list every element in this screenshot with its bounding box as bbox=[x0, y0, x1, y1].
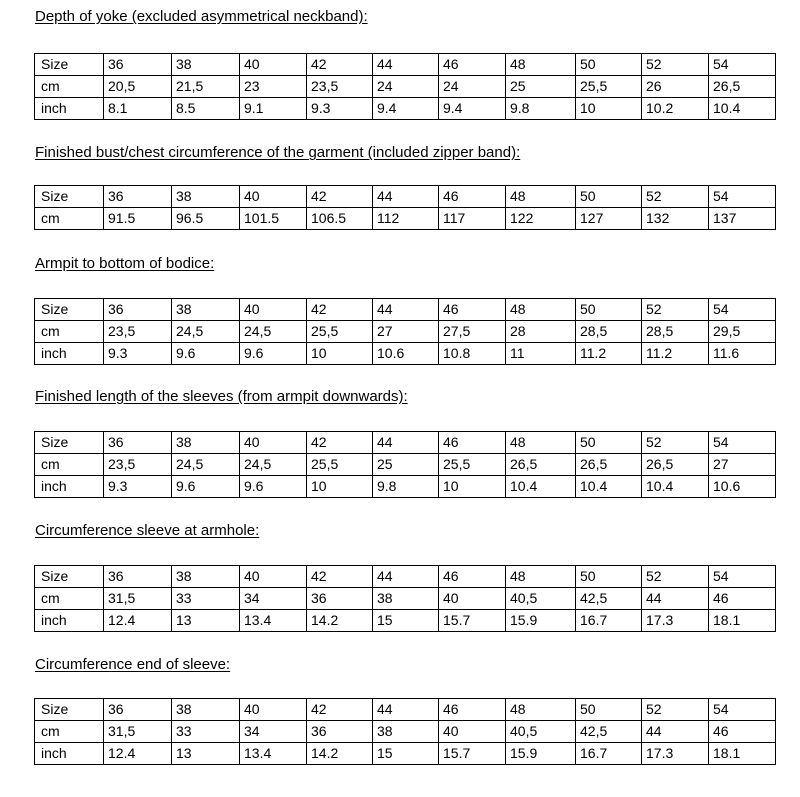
table-row-size bbox=[35, 186, 776, 208]
table-cell: 38 bbox=[172, 432, 240, 454]
row-label: inch bbox=[35, 476, 104, 498]
table-cell: 137 bbox=[709, 208, 776, 230]
table-cell: 122 bbox=[506, 208, 576, 230]
table-cell: 28,5 bbox=[576, 321, 642, 343]
table-cell: 46 bbox=[439, 699, 506, 721]
table-cell: 52 bbox=[642, 54, 709, 76]
table-row-cm bbox=[35, 321, 776, 343]
table-cell: 44 bbox=[373, 566, 439, 588]
table-cell: 26,5 bbox=[576, 454, 642, 476]
table-cell: 10.2 bbox=[642, 98, 709, 120]
row-label: Size bbox=[35, 432, 104, 454]
size-table-sleeve-length bbox=[34, 431, 776, 498]
table-cell: 48 bbox=[506, 54, 576, 76]
table-row-cm bbox=[35, 208, 776, 230]
table-cell: 96.5 bbox=[172, 208, 240, 230]
section-title-yoke-depth: Depth of yoke (excluded asymmetrical neckband): bbox=[35, 8, 368, 25]
table-cell: 25,5 bbox=[439, 454, 506, 476]
table-cell: 23,5 bbox=[307, 76, 373, 98]
table-cell: 18.1 bbox=[709, 610, 776, 632]
table-cell: 44 bbox=[373, 699, 439, 721]
table-cell: 24,5 bbox=[240, 454, 307, 476]
table-cell: 36 bbox=[104, 699, 172, 721]
row-label: Size bbox=[35, 299, 104, 321]
table-cell: 9.3 bbox=[104, 476, 172, 498]
table-cell: 21,5 bbox=[172, 76, 240, 98]
table-cell: 50 bbox=[576, 299, 642, 321]
size-table-sleeve-end bbox=[34, 698, 776, 765]
table-cell: 54 bbox=[709, 54, 776, 76]
table-cell: 24 bbox=[373, 76, 439, 98]
table-cell: 31,5 bbox=[104, 721, 172, 743]
row-label: cm bbox=[35, 208, 104, 230]
size-table-sleeve-armhole bbox=[34, 565, 776, 632]
row-label: inch bbox=[35, 98, 104, 120]
table-cell: 13 bbox=[172, 743, 240, 765]
table-cell: 42 bbox=[307, 186, 373, 208]
table-cell: 48 bbox=[506, 566, 576, 588]
row-label: Size bbox=[35, 186, 104, 208]
row-label: cm bbox=[35, 454, 104, 476]
table-cell: 42,5 bbox=[576, 588, 642, 610]
table-cell: 24,5 bbox=[240, 321, 307, 343]
table-cell: 10.6 bbox=[709, 476, 776, 498]
table-cell: 10 bbox=[439, 476, 506, 498]
table-cell: 101.5 bbox=[240, 208, 307, 230]
table-cell: 36 bbox=[104, 566, 172, 588]
table-cell: 54 bbox=[709, 566, 776, 588]
table-row-size bbox=[35, 699, 776, 721]
table-cell: 52 bbox=[642, 432, 709, 454]
table-cell: 10.6 bbox=[373, 343, 439, 365]
table-cell: 40 bbox=[439, 721, 506, 743]
table-cell: 40 bbox=[240, 186, 307, 208]
table-cell: 40 bbox=[240, 432, 307, 454]
table-cell: 106.5 bbox=[307, 208, 373, 230]
table-cell: 13 bbox=[172, 610, 240, 632]
table-cell: 42 bbox=[307, 432, 373, 454]
table-cell: 10 bbox=[576, 98, 642, 120]
row-label: cm bbox=[35, 321, 104, 343]
table-cell: 14.2 bbox=[307, 743, 373, 765]
row-label: cm bbox=[35, 76, 104, 98]
table-cell: 40,5 bbox=[506, 588, 576, 610]
table-cell: 48 bbox=[506, 186, 576, 208]
table-cell: 44 bbox=[373, 54, 439, 76]
table-cell: 24,5 bbox=[172, 454, 240, 476]
table-cell: 12.4 bbox=[104, 743, 172, 765]
table-cell: 10.8 bbox=[439, 343, 506, 365]
table-cell: 52 bbox=[642, 699, 709, 721]
table-cell: 26,5 bbox=[709, 76, 776, 98]
table-cell: 15 bbox=[373, 743, 439, 765]
table-row-size bbox=[35, 566, 776, 588]
table-cell: 46 bbox=[439, 186, 506, 208]
table-cell: 25 bbox=[373, 454, 439, 476]
table-cell: 38 bbox=[172, 54, 240, 76]
table-cell: 17.3 bbox=[642, 610, 709, 632]
table-cell: 132 bbox=[642, 208, 709, 230]
table-cell: 44 bbox=[642, 588, 709, 610]
section-title-sleeve-length: Finished length of the sleeves (from armpit downwards): bbox=[35, 388, 408, 405]
table-cell: 50 bbox=[576, 566, 642, 588]
table-cell: 26 bbox=[642, 76, 709, 98]
row-label: Size bbox=[35, 54, 104, 76]
table-cell: 48 bbox=[506, 699, 576, 721]
row-label: cm bbox=[35, 721, 104, 743]
section-title-sleeve-end: Circumference end of sleeve: bbox=[35, 656, 231, 673]
table-cell: 38 bbox=[172, 566, 240, 588]
table-cell: 16.7 bbox=[576, 743, 642, 765]
table-cell: 28,5 bbox=[642, 321, 709, 343]
row-label: inch bbox=[35, 610, 104, 632]
table-cell: 15 bbox=[373, 610, 439, 632]
table-cell: 54 bbox=[709, 299, 776, 321]
size-table-bust-circumference bbox=[34, 185, 776, 230]
table-cell: 9.6 bbox=[240, 343, 307, 365]
table-cell: 25,5 bbox=[576, 76, 642, 98]
table-cell: 36 bbox=[104, 186, 172, 208]
table-cell: 46 bbox=[709, 588, 776, 610]
table-cell: 24,5 bbox=[172, 321, 240, 343]
row-label: cm bbox=[35, 588, 104, 610]
table-cell: 36 bbox=[307, 588, 373, 610]
table-row-inch bbox=[35, 743, 776, 765]
table-cell: 44 bbox=[642, 721, 709, 743]
table-cell: 8.5 bbox=[172, 98, 240, 120]
table-cell: 44 bbox=[373, 186, 439, 208]
table-cell: 9.4 bbox=[439, 98, 506, 120]
table-cell: 14.2 bbox=[307, 610, 373, 632]
table-cell: 36 bbox=[307, 721, 373, 743]
table-cell: 44 bbox=[373, 432, 439, 454]
table-row-size bbox=[35, 54, 776, 76]
table-cell: 117 bbox=[439, 208, 506, 230]
table-cell: 46 bbox=[439, 566, 506, 588]
table-cell: 9.3 bbox=[307, 98, 373, 120]
table-cell: 48 bbox=[506, 432, 576, 454]
table-cell: 24 bbox=[439, 76, 506, 98]
table-row-cm bbox=[35, 721, 776, 743]
table-cell: 36 bbox=[104, 432, 172, 454]
table-row-inch bbox=[35, 610, 776, 632]
table-cell: 27 bbox=[373, 321, 439, 343]
table-cell: 54 bbox=[709, 699, 776, 721]
table-row-cm bbox=[35, 588, 776, 610]
table-cell: 25,5 bbox=[307, 321, 373, 343]
table-cell: 10.4 bbox=[576, 476, 642, 498]
table-cell: 9.4 bbox=[373, 98, 439, 120]
table-cell: 23,5 bbox=[104, 454, 172, 476]
table-cell: 9.6 bbox=[172, 343, 240, 365]
table-cell: 42 bbox=[307, 299, 373, 321]
size-table-armpit-to-bottom bbox=[34, 298, 776, 365]
table-cell: 36 bbox=[104, 54, 172, 76]
table-cell: 46 bbox=[439, 299, 506, 321]
table-cell: 40 bbox=[240, 54, 307, 76]
table-cell: 9.6 bbox=[240, 476, 307, 498]
table-row-inch bbox=[35, 476, 776, 498]
table-cell: 10 bbox=[307, 343, 373, 365]
table-cell: 27 bbox=[709, 454, 776, 476]
table-cell: 38 bbox=[172, 699, 240, 721]
table-cell: 42 bbox=[307, 699, 373, 721]
table-cell: 38 bbox=[373, 588, 439, 610]
table-cell: 40 bbox=[240, 699, 307, 721]
table-cell: 9.8 bbox=[373, 476, 439, 498]
table-cell: 9.6 bbox=[172, 476, 240, 498]
table-cell: 23,5 bbox=[104, 321, 172, 343]
table-cell: 11.6 bbox=[709, 343, 776, 365]
table-cell: 25,5 bbox=[307, 454, 373, 476]
table-cell: 54 bbox=[709, 432, 776, 454]
table-row-size bbox=[35, 299, 776, 321]
table-cell: 46 bbox=[439, 432, 506, 454]
row-label: inch bbox=[35, 343, 104, 365]
table-cell: 50 bbox=[576, 186, 642, 208]
table-cell: 9.8 bbox=[506, 98, 576, 120]
table-cell: 52 bbox=[642, 299, 709, 321]
table-cell: 52 bbox=[642, 566, 709, 588]
table-cell: 23 bbox=[240, 76, 307, 98]
section-title-sleeve-armhole: Circumference sleeve at armhole: bbox=[35, 522, 260, 539]
table-cell: 52 bbox=[642, 186, 709, 208]
table-cell: 34 bbox=[240, 721, 307, 743]
table-cell: 42,5 bbox=[576, 721, 642, 743]
table-cell: 13.4 bbox=[240, 610, 307, 632]
row-label: Size bbox=[35, 566, 104, 588]
size-table-yoke-depth bbox=[34, 53, 776, 120]
table-row-inch bbox=[35, 98, 776, 120]
table-cell: 31,5 bbox=[104, 588, 172, 610]
table-cell: 25 bbox=[506, 76, 576, 98]
table-cell: 12.4 bbox=[104, 610, 172, 632]
table-cell: 33 bbox=[172, 588, 240, 610]
table-cell: 10.4 bbox=[709, 98, 776, 120]
table-row-cm bbox=[35, 454, 776, 476]
table-cell: 33 bbox=[172, 721, 240, 743]
section-title-bust-circumference: Finished bust/chest circumference of the garment (included zipper band): bbox=[35, 144, 521, 161]
table-cell: 34 bbox=[240, 588, 307, 610]
table-cell: 27,5 bbox=[439, 321, 506, 343]
table-cell: 16.7 bbox=[576, 610, 642, 632]
table-cell: 40 bbox=[240, 566, 307, 588]
table-cell: 26,5 bbox=[506, 454, 576, 476]
table-cell: 8.1 bbox=[104, 98, 172, 120]
table-row-inch bbox=[35, 343, 776, 365]
table-cell: 11 bbox=[506, 343, 576, 365]
row-label: inch bbox=[35, 743, 104, 765]
table-cell: 42 bbox=[307, 566, 373, 588]
table-cell: 17.3 bbox=[642, 743, 709, 765]
table-cell: 9.1 bbox=[240, 98, 307, 120]
table-cell: 11.2 bbox=[576, 343, 642, 365]
table-cell: 15.9 bbox=[506, 610, 576, 632]
table-cell: 40,5 bbox=[506, 721, 576, 743]
table-cell: 42 bbox=[307, 54, 373, 76]
table-cell: 26,5 bbox=[642, 454, 709, 476]
table-cell: 11.2 bbox=[642, 343, 709, 365]
table-cell: 46 bbox=[709, 721, 776, 743]
table-cell: 15.9 bbox=[506, 743, 576, 765]
table-cell: 50 bbox=[576, 699, 642, 721]
table-cell: 38 bbox=[172, 186, 240, 208]
table-row-cm bbox=[35, 76, 776, 98]
section-title-armpit-to-bottom: Armpit to bottom of bodice: bbox=[35, 255, 215, 272]
table-cell: 20,5 bbox=[104, 76, 172, 98]
table-cell: 18.1 bbox=[709, 743, 776, 765]
table-cell: 9.3 bbox=[104, 343, 172, 365]
table-cell: 40 bbox=[240, 299, 307, 321]
table-cell: 15.7 bbox=[439, 743, 506, 765]
table-cell: 36 bbox=[104, 299, 172, 321]
table-cell: 29,5 bbox=[709, 321, 776, 343]
table-row-size bbox=[35, 432, 776, 454]
table-cell: 10 bbox=[307, 476, 373, 498]
table-cell: 10.4 bbox=[642, 476, 709, 498]
table-cell: 50 bbox=[576, 54, 642, 76]
table-cell: 38 bbox=[172, 299, 240, 321]
table-cell: 38 bbox=[373, 721, 439, 743]
table-cell: 40 bbox=[439, 588, 506, 610]
table-cell: 15.7 bbox=[439, 610, 506, 632]
table-cell: 44 bbox=[373, 299, 439, 321]
table-cell: 13.4 bbox=[240, 743, 307, 765]
table-cell: 91.5 bbox=[104, 208, 172, 230]
table-cell: 28 bbox=[506, 321, 576, 343]
table-cell: 127 bbox=[576, 208, 642, 230]
table-cell: 50 bbox=[576, 432, 642, 454]
table-cell: 112 bbox=[373, 208, 439, 230]
table-cell: 54 bbox=[709, 186, 776, 208]
table-cell: 46 bbox=[439, 54, 506, 76]
table-cell: 48 bbox=[506, 299, 576, 321]
row-label: Size bbox=[35, 699, 104, 721]
table-cell: 10.4 bbox=[506, 476, 576, 498]
